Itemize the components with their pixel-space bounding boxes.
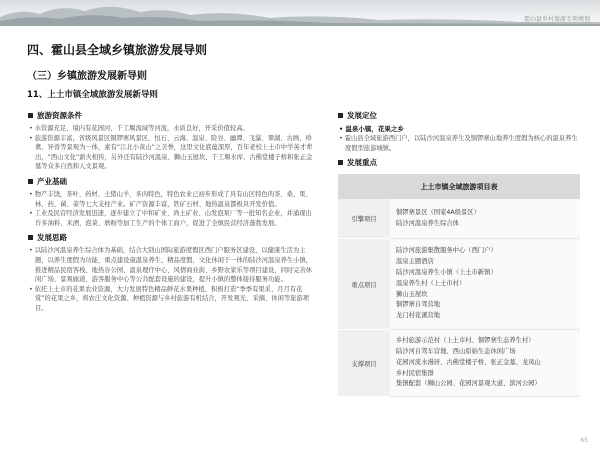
list-item: 陆沙河温泉养生小镇（上土市新镇） — [396, 268, 497, 276]
row-label: 支撑项目 — [338, 330, 390, 397]
paragraph: • 水资源充足，境内有花园河、千工堰流域等河流，水质良好，开采价值较高。 — [29, 125, 249, 132]
square-bullet-icon — [338, 113, 343, 118]
position-heading: 发展定位 — [338, 110, 580, 121]
list-item: 陆沙河自驾车营地、西山原始生态休闲广场 — [396, 347, 516, 355]
paragraph: • 旅游资源丰富，省级风景区铜锣寨风景区、恒石、云海、温泉、险谷、幽潭、飞瀑、翠湖、古画、珍禽、异兽等景观为一体，素有“江北小黄山”之美誉，这里文化底蕴深厚，百年老校上土市中学英才辈出，“西山文化”薪火相传，另外还有陆沙河温泉、狮山玉屋坎、千工堰水库、古佛堂楼子桥和张正金墓等众多自然和人文景观。 — [29, 134, 313, 171]
list-item: 陆沙河温泉养生综合体 — [396, 219, 459, 227]
section-heading: （三）乡镇旅游发展新导则 — [27, 71, 147, 82]
list-item: 狮山玉屋坎 — [396, 290, 428, 298]
list-item: 铜锣寨自驾营地 — [396, 301, 441, 309]
industry-heading: 产业基础 — [28, 176, 316, 187]
paragraph: • 依托上土市的花果农业资源，大力发展特色精品鲜花水果种植，积极打造“季季有果采、月月有花赏”的花果之乡，将农庄文化资源、种植资源与乡村旅游有机结合，开发观光、采摘、休闲等旅游项目。 — [29, 285, 310, 312]
square-bullet-icon — [338, 160, 343, 165]
list-item: 龙门村花溪营地 — [396, 312, 441, 320]
table-row — [338, 330, 580, 397]
paragraph: • 霍山县全域旅游西门户，以陆沙河温泉养生及铜锣寨山地养生度假为核心的温泉养生度假型旅游城镇。 — [339, 135, 578, 152]
table-row — [338, 199, 580, 239]
paragraph: • 物产丰饶，茶叶、药材、土猪山羊、多肉特色，特色农业已初步形成了具有山区特色的茶、桑、果、林、药、菌、菜等七大支柱产业。矿产资源丰富，铁矿石材、地热温泉都极具开发价值。 — [29, 190, 312, 208]
list-item: 温泉养生村（上土市村） — [396, 279, 466, 287]
table-row — [338, 239, 580, 330]
mountain-landscape-image — [0, 0, 600, 26]
row-items — [390, 199, 580, 239]
project-table — [338, 174, 580, 397]
table-caption: 上土市镇全域旅游项目表 — [338, 174, 580, 199]
list-item: 花园河流水漫居、古佛堂楼子桥、张正金墓、龙凤山 — [396, 358, 541, 366]
header-banner — [0, 0, 600, 26]
right-column — [338, 110, 580, 397]
list-item: 集镇配套（狮山公园、花园河景观大道、滨河公园） — [396, 380, 541, 388]
paragraph: • 工业及民营经济发展迅速，逐步建立了中和矿业、尚土矿业、山发泡泵厂等一批知名企业，并涌现出许多油料、米酒、泡菜、磨粉等加工生产的个体工商户，促进了全镇民营经济蓬勃发展。 — [29, 210, 312, 227]
square-bullet-icon — [28, 179, 33, 184]
left-column — [28, 110, 316, 314]
square-bullet-icon — [28, 113, 33, 118]
list-item: 陆沙河旅游集散服务中心（西门户） — [396, 247, 497, 255]
list-item: 乡村旅游示范村（上土市村、铜锣寨生态养生村） — [396, 337, 535, 345]
subsection-heading: 11、上土市镇全域旅游发展新导则 — [27, 90, 158, 100]
list-item: 乡村民宿集群 — [396, 369, 434, 377]
square-bullet-icon — [28, 235, 33, 240]
list-item: 铜锣寨景区（国家4A级景区） — [396, 208, 480, 216]
list-item: 温泉主题酒店 — [396, 258, 434, 266]
projects-heading: 发展重点 — [338, 157, 580, 168]
row-items — [390, 330, 580, 397]
slogan: • 温泉小镇，花果之乡 — [339, 125, 404, 133]
page-number: 65 — [580, 437, 588, 444]
chapter-heading: 四、霍山县全域乡镇旅游发展导则 — [27, 43, 208, 57]
document-title: 霍山县乡村旅游专项规划 — [523, 16, 590, 23]
row-label: 重点项目 — [338, 239, 390, 330]
row-items — [390, 239, 580, 330]
strategy-heading: 发展思路 — [28, 232, 316, 243]
resource-heading: 旅游资源条件 — [28, 110, 316, 121]
paragraph: • 以陆沙河温泉养生综合体为基础，结合大别山国际旅游度假区西门户服务区建设，以健康生活为主题，以养生度假为功能，重点建设康温泉养生、精品度假、文化休闲于一体的陆沙河温泉养生小镇，推进精品民宿客栈、地热谷公园、温泉理疗中心、风情商业街、乡野农家乐等项目建设，同时完善休闲广场、景观廊道、游客服务中心等公共配套设施的建设，提升小镇的整体接待服务功能。 — [29, 247, 313, 284]
row-label: 引擎项目 — [338, 199, 390, 239]
